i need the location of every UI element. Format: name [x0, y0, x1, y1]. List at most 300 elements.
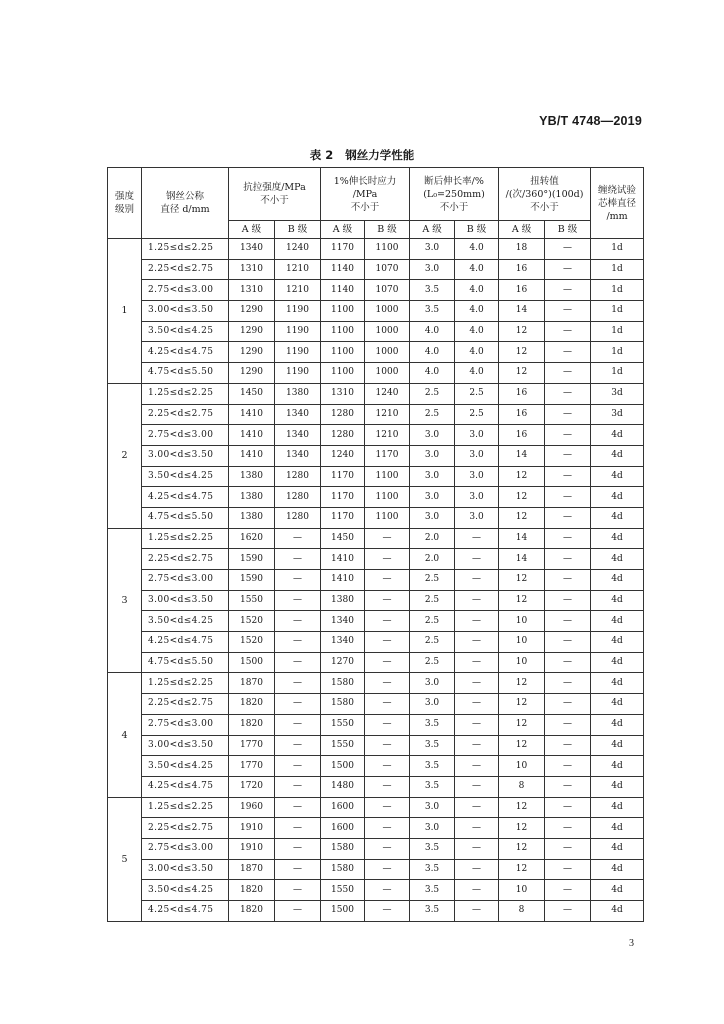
value-cell: 1280 — [275, 487, 321, 508]
value-cell: 1100 — [365, 466, 410, 487]
value-cell: — — [545, 735, 591, 756]
value-cell: — — [545, 797, 591, 818]
value-cell: 1240 — [275, 239, 321, 260]
value-cell: — — [365, 570, 410, 591]
value-cell: 16 — [499, 404, 545, 425]
value-cell: 12 — [499, 694, 545, 715]
value-cell: 1380 — [321, 590, 365, 611]
diameter-cell: 2.75<d≤3.00 — [142, 570, 229, 591]
value-cell: 1410 — [229, 445, 275, 466]
value-cell: 1550 — [229, 590, 275, 611]
value-cell: 1210 — [275, 280, 321, 301]
value-cell: 1500 — [321, 756, 365, 777]
table-row — [108, 735, 644, 756]
diameter-cell: 3.00<d≤3.50 — [142, 859, 229, 880]
value-cell: — — [275, 694, 321, 715]
diameter-cell: 3.50<d≤4.25 — [142, 880, 229, 901]
value-cell: 1240 — [321, 445, 365, 466]
value-cell: — — [365, 590, 410, 611]
value-cell: 4d — [591, 487, 644, 508]
diameter-cell: 2.25<d≤2.75 — [142, 404, 229, 425]
value-cell: 10 — [499, 880, 545, 901]
value-cell: — — [275, 797, 321, 818]
value-cell: 1450 — [321, 528, 365, 549]
value-cell: — — [455, 694, 499, 715]
value-cell: 3.0 — [410, 797, 455, 818]
value-cell: 1d — [591, 363, 644, 384]
value-cell: — — [545, 507, 591, 528]
value-cell: 12 — [499, 570, 545, 591]
value-cell: 3.0 — [410, 673, 455, 694]
value-cell: 1100 — [321, 321, 365, 342]
value-cell: — — [365, 756, 410, 777]
value-cell: 3.5 — [410, 859, 455, 880]
value-cell: 8 — [499, 901, 545, 922]
value-cell: 3.5 — [410, 714, 455, 735]
value-cell: — — [545, 280, 591, 301]
value-cell: 14 — [499, 528, 545, 549]
value-cell: 4d — [591, 632, 644, 653]
value-cell: 2.5 — [410, 652, 455, 673]
value-cell: — — [455, 570, 499, 591]
value-cell: — — [275, 714, 321, 735]
value-cell: 12 — [499, 342, 545, 363]
diameter-cell: 4.75<d≤5.50 — [142, 507, 229, 528]
table-row — [108, 487, 644, 508]
value-cell: 1190 — [275, 363, 321, 384]
value-cell: 1290 — [229, 301, 275, 322]
value-cell: 4d — [591, 756, 644, 777]
class-label: A 级 — [229, 221, 275, 239]
value-cell: 1100 — [365, 487, 410, 508]
value-cell: 1590 — [229, 570, 275, 591]
value-cell: 1410 — [229, 425, 275, 446]
diameter-cell: 3.00<d≤3.50 — [142, 735, 229, 756]
value-cell: 1240 — [365, 383, 410, 404]
value-cell: — — [365, 880, 410, 901]
value-cell: 4d — [591, 776, 644, 797]
class-label: B 级 — [545, 221, 591, 239]
value-cell: 1720 — [229, 776, 275, 797]
value-cell: 1170 — [321, 487, 365, 508]
value-cell: 1620 — [229, 528, 275, 549]
value-cell: 3.0 — [410, 487, 455, 508]
value-cell: 1210 — [275, 259, 321, 280]
diameter-cell: 3.50<d≤4.25 — [142, 466, 229, 487]
diameter-cell: 2.75<d≤3.00 — [142, 280, 229, 301]
value-cell: 2.5 — [410, 404, 455, 425]
value-cell: 1d — [591, 321, 644, 342]
diameter-cell: 1.25≤d≤2.25 — [142, 673, 229, 694]
value-cell: — — [545, 404, 591, 425]
value-cell: — — [455, 652, 499, 673]
torsion-header: 扭转值 /(次/360°)(100d) 不小于 — [499, 168, 591, 221]
table-row — [108, 383, 644, 404]
value-cell: — — [545, 383, 591, 404]
value-cell: 1310 — [321, 383, 365, 404]
value-cell: — — [365, 901, 410, 922]
value-cell: 1280 — [321, 404, 365, 425]
value-cell: — — [275, 652, 321, 673]
class-label: B 级 — [455, 221, 499, 239]
value-cell: 1190 — [275, 321, 321, 342]
value-cell: — — [545, 321, 591, 342]
value-cell: 1270 — [321, 652, 365, 673]
value-cell: 4d — [591, 425, 644, 446]
value-cell: 3.0 — [410, 507, 455, 528]
diameter-cell: 2.25<d≤2.75 — [142, 694, 229, 715]
value-cell: 1500 — [229, 652, 275, 673]
value-cell: 1140 — [321, 280, 365, 301]
value-cell: 4.0 — [455, 239, 499, 260]
diameter-cell: 2.75<d≤3.00 — [142, 425, 229, 446]
value-cell: 1380 — [229, 487, 275, 508]
value-cell: 3.0 — [410, 818, 455, 839]
value-cell: — — [545, 239, 591, 260]
table-body — [108, 239, 644, 922]
value-cell: 1590 — [229, 549, 275, 570]
diameter-cell: 4.75<d≤5.50 — [142, 363, 229, 384]
diameter-cell: 3.50<d≤4.25 — [142, 756, 229, 777]
table-row — [108, 466, 644, 487]
value-cell: — — [455, 549, 499, 570]
value-cell: — — [545, 487, 591, 508]
table-row — [108, 859, 644, 880]
value-cell: 1580 — [321, 673, 365, 694]
value-cell: — — [455, 776, 499, 797]
value-cell: 3.5 — [410, 280, 455, 301]
value-cell: 1190 — [275, 301, 321, 322]
value-cell: — — [545, 694, 591, 715]
value-cell: 1770 — [229, 756, 275, 777]
table-row — [108, 259, 644, 280]
diameter-cell: 3.00<d≤3.50 — [142, 301, 229, 322]
value-cell: 2.5 — [410, 611, 455, 632]
value-cell: — — [365, 797, 410, 818]
value-cell: 3.0 — [410, 466, 455, 487]
value-cell: — — [545, 632, 591, 653]
value-cell: 4d — [591, 901, 644, 922]
value-cell: — — [365, 694, 410, 715]
value-cell: 1600 — [321, 797, 365, 818]
value-cell: 1450 — [229, 383, 275, 404]
value-cell: 4d — [591, 818, 644, 839]
value-cell: 12 — [499, 797, 545, 818]
table-row — [108, 549, 644, 570]
value-cell: — — [455, 632, 499, 653]
value-cell: 12 — [499, 363, 545, 384]
value-cell: — — [545, 590, 591, 611]
value-cell: — — [545, 776, 591, 797]
diameter-cell: 2.25<d≤2.75 — [142, 259, 229, 280]
value-cell: 1910 — [229, 838, 275, 859]
value-cell: — — [365, 735, 410, 756]
value-cell: 1310 — [229, 280, 275, 301]
table-row — [108, 797, 644, 818]
value-cell: 1210 — [365, 425, 410, 446]
value-cell: 4d — [591, 797, 644, 818]
value-cell: 4.0 — [410, 342, 455, 363]
value-cell: — — [275, 859, 321, 880]
value-cell: 3.5 — [410, 756, 455, 777]
value-cell: 12 — [499, 507, 545, 528]
value-cell: — — [545, 549, 591, 570]
value-cell: 4d — [591, 880, 644, 901]
value-cell: — — [365, 549, 410, 570]
value-cell: 12 — [499, 735, 545, 756]
value-cell: 1960 — [229, 797, 275, 818]
table-row — [108, 363, 644, 384]
value-cell: — — [365, 714, 410, 735]
value-cell: 1340 — [275, 445, 321, 466]
diameter-header: 钢丝公称 直径 d/mm — [142, 168, 229, 239]
value-cell: 4d — [591, 694, 644, 715]
value-cell: — — [275, 901, 321, 922]
table-row — [108, 694, 644, 715]
value-cell: 12 — [499, 466, 545, 487]
value-cell: 1500 — [321, 901, 365, 922]
diameter-cell: 4.25<d≤4.75 — [142, 342, 229, 363]
value-cell: 3.0 — [455, 445, 499, 466]
value-cell: — — [545, 714, 591, 735]
value-cell: — — [545, 756, 591, 777]
value-cell: 4d — [591, 590, 644, 611]
diameter-cell: 2.25<d≤2.75 — [142, 549, 229, 570]
value-cell: 1070 — [365, 259, 410, 280]
value-cell: — — [455, 818, 499, 839]
value-cell: 1290 — [229, 342, 275, 363]
value-cell: 1190 — [275, 342, 321, 363]
value-cell: — — [365, 776, 410, 797]
value-cell: 16 — [499, 383, 545, 404]
value-cell: 4d — [591, 673, 644, 694]
table-row — [108, 880, 644, 901]
grade-cell: 2 — [108, 383, 142, 528]
table-row — [108, 280, 644, 301]
value-cell: — — [275, 632, 321, 653]
value-cell: — — [545, 901, 591, 922]
value-cell: 12 — [499, 673, 545, 694]
value-cell: — — [365, 611, 410, 632]
diameter-cell: 3.50<d≤4.25 — [142, 321, 229, 342]
value-cell: 1870 — [229, 673, 275, 694]
value-cell: 1170 — [365, 445, 410, 466]
table-row — [108, 239, 644, 260]
value-cell: — — [275, 838, 321, 859]
value-cell: 1280 — [275, 507, 321, 528]
value-cell: 2.5 — [410, 632, 455, 653]
value-cell: 4d — [591, 507, 644, 528]
table-row — [108, 528, 644, 549]
value-cell: — — [365, 859, 410, 880]
value-cell: — — [545, 445, 591, 466]
value-cell: 4.0 — [455, 259, 499, 280]
table-row — [108, 507, 644, 528]
value-cell: 1580 — [321, 838, 365, 859]
table-row — [108, 901, 644, 922]
diameter-cell: 3.00<d≤3.50 — [142, 590, 229, 611]
class-label: A 级 — [499, 221, 545, 239]
value-cell: 1340 — [321, 611, 365, 632]
diameter-cell: 1.25≤d≤2.25 — [142, 528, 229, 549]
diameter-cell: 3.50<d≤4.25 — [142, 611, 229, 632]
value-cell: 1910 — [229, 818, 275, 839]
value-cell: — — [545, 301, 591, 322]
value-cell: — — [545, 466, 591, 487]
wrap-test-header: 缠绕试验 芯棒直径 /mm — [591, 168, 644, 239]
value-cell: 1280 — [275, 466, 321, 487]
value-cell: 3.0 — [455, 487, 499, 508]
value-cell: 3.5 — [410, 301, 455, 322]
value-cell: — — [455, 735, 499, 756]
table-row — [108, 611, 644, 632]
table-row — [108, 445, 644, 466]
value-cell: 1820 — [229, 880, 275, 901]
value-cell: 1210 — [365, 404, 410, 425]
value-cell: 4d — [591, 528, 644, 549]
value-cell: 4.0 — [410, 363, 455, 384]
header-row-1 — [108, 168, 644, 221]
mechanical-properties-table — [107, 167, 644, 922]
value-cell: 10 — [499, 632, 545, 653]
value-cell: 1580 — [321, 859, 365, 880]
value-cell: — — [275, 590, 321, 611]
value-cell: 1770 — [229, 735, 275, 756]
value-cell: 1410 — [321, 570, 365, 591]
value-cell: 1070 — [365, 280, 410, 301]
diameter-cell: 3.00<d≤3.50 — [142, 445, 229, 466]
value-cell: — — [455, 673, 499, 694]
value-cell: 16 — [499, 280, 545, 301]
value-cell: — — [275, 818, 321, 839]
value-cell: — — [545, 259, 591, 280]
value-cell: 3.0 — [410, 239, 455, 260]
value-cell: — — [545, 880, 591, 901]
value-cell: 3.0 — [455, 466, 499, 487]
value-cell: — — [545, 818, 591, 839]
diameter-cell: 4.25<d≤4.75 — [142, 632, 229, 653]
value-cell: — — [275, 735, 321, 756]
elongation-header: 断后伸长率/% (L₀=250mm) 不小于 — [410, 168, 499, 221]
value-cell: — — [545, 859, 591, 880]
table-row — [108, 404, 644, 425]
value-cell: 4d — [591, 570, 644, 591]
value-cell: 12 — [499, 859, 545, 880]
value-cell: — — [455, 901, 499, 922]
value-cell: 1410 — [229, 404, 275, 425]
value-cell: 3.5 — [410, 838, 455, 859]
class-label: A 级 — [410, 221, 455, 239]
value-cell: 2.0 — [410, 528, 455, 549]
value-cell: — — [455, 880, 499, 901]
value-cell: 3.0 — [410, 445, 455, 466]
value-cell: — — [275, 776, 321, 797]
value-cell: — — [545, 528, 591, 549]
value-cell: — — [275, 880, 321, 901]
value-cell: 10 — [499, 611, 545, 632]
value-cell: 1100 — [365, 239, 410, 260]
value-cell: 1520 — [229, 611, 275, 632]
value-cell: — — [365, 652, 410, 673]
class-label: A 级 — [321, 221, 365, 239]
diameter-cell: 2.75<d≤3.00 — [142, 838, 229, 859]
value-cell: 1d — [591, 342, 644, 363]
table-caption — [0, 147, 724, 163]
value-cell: — — [365, 632, 410, 653]
table-row — [108, 342, 644, 363]
value-cell: 1870 — [229, 859, 275, 880]
value-cell: 1820 — [229, 714, 275, 735]
value-cell: 1380 — [229, 507, 275, 528]
diameter-cell: 1.25≤d≤2.25 — [142, 239, 229, 260]
value-cell: 18 — [499, 239, 545, 260]
value-cell: 3.0 — [455, 425, 499, 446]
value-cell: 1600 — [321, 818, 365, 839]
value-cell: — — [455, 756, 499, 777]
value-cell: 3.0 — [410, 694, 455, 715]
value-cell: 1580 — [321, 694, 365, 715]
value-cell: 1d — [591, 259, 644, 280]
value-cell: 1550 — [321, 880, 365, 901]
value-cell: 2.5 — [455, 404, 499, 425]
value-cell: 1340 — [321, 632, 365, 653]
value-cell: — — [455, 590, 499, 611]
diameter-cell: 4.25<d≤4.75 — [142, 776, 229, 797]
value-cell: 1d — [591, 301, 644, 322]
value-cell: 1000 — [365, 342, 410, 363]
value-cell: 1480 — [321, 776, 365, 797]
value-cell: — — [455, 714, 499, 735]
value-cell: 2.5 — [455, 383, 499, 404]
value-cell: 1000 — [365, 321, 410, 342]
table-number: 表 2 — [309, 148, 334, 162]
diameter-cell: 1.25≤d≤2.25 — [142, 797, 229, 818]
grade-header: 强度 级别 — [108, 168, 142, 239]
value-cell: — — [455, 611, 499, 632]
diameter-cell: 4.75<d≤5.50 — [142, 652, 229, 673]
value-cell: 1100 — [321, 363, 365, 384]
table-row — [108, 776, 644, 797]
value-cell: 8 — [499, 776, 545, 797]
value-cell: 4.0 — [455, 321, 499, 342]
value-cell: 4d — [591, 611, 644, 632]
value-cell: 1310 — [229, 259, 275, 280]
value-cell: — — [365, 673, 410, 694]
value-cell: 1170 — [321, 466, 365, 487]
value-cell: 4.0 — [455, 301, 499, 322]
value-cell: 1280 — [321, 425, 365, 446]
value-cell: — — [365, 818, 410, 839]
value-cell: — — [365, 838, 410, 859]
value-cell: 1000 — [365, 363, 410, 384]
table-row — [108, 818, 644, 839]
table-row — [108, 425, 644, 446]
value-cell: 4d — [591, 714, 644, 735]
value-cell: 4.0 — [455, 280, 499, 301]
value-cell: — — [275, 549, 321, 570]
value-cell: 4d — [591, 652, 644, 673]
value-cell: 1170 — [321, 239, 365, 260]
value-cell: 1550 — [321, 735, 365, 756]
value-cell: 12 — [499, 714, 545, 735]
table-title: 钢丝力学性能 — [345, 148, 415, 162]
value-cell: 1170 — [321, 507, 365, 528]
tensile-strength-header: 抗拉强度/MPa 不小于 — [229, 168, 321, 221]
value-cell: 1290 — [229, 321, 275, 342]
table-row — [108, 673, 644, 694]
value-cell: — — [455, 797, 499, 818]
table-row — [108, 714, 644, 735]
